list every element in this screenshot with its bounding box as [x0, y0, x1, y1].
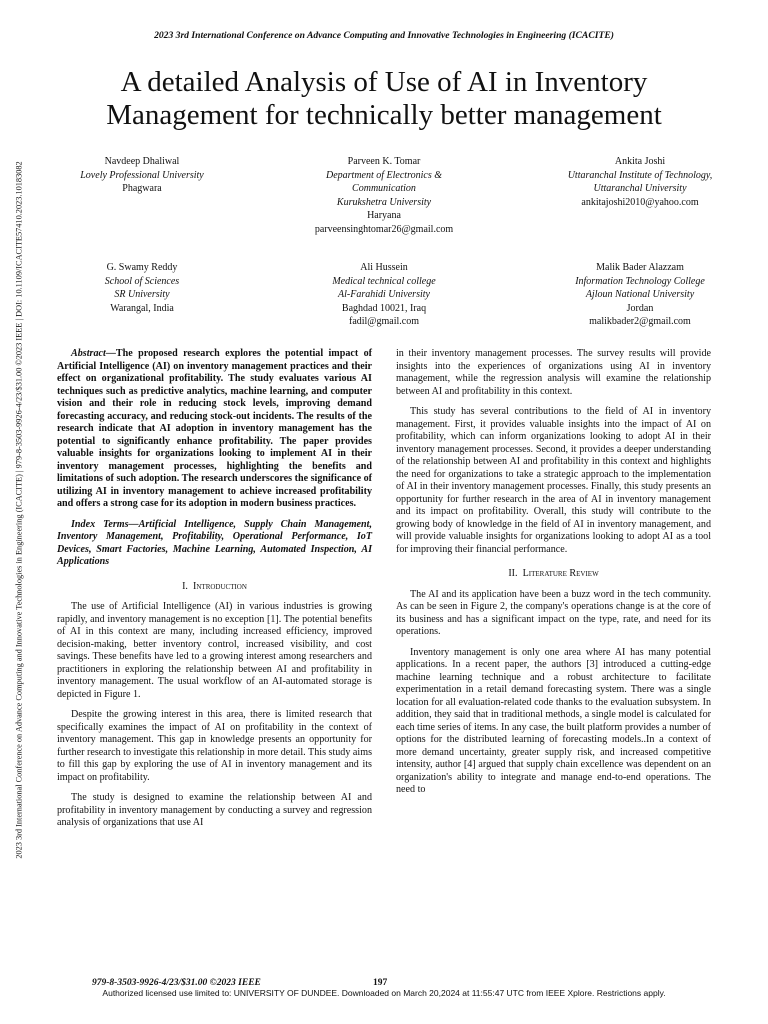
author-affiliation: School of Sciences: [104, 275, 180, 287]
intro-paragraph-continued: in their inventory management processes. The survey results will provide insights into the experiences of organizations using AI in inventory management, while the regression analysis will examine the relationship between AI and profitability in this context.: [396, 348, 711, 397]
intro-paragraph: The use of Artificial Intelligence (AI) in various industries is growing rapidly, and inventory management is no exception [1]. The potential benefits of AI in this context are many, including increased efficiency, improved decision-making, better inventory control, increased visibility, and cost savings. These benefits have led to a growing interest among researchers and practitioners in exploring the relationship between AI and profitability in inventory management. The usual workflow of an AI-automated storage is depicted in Figure 1.: [57, 601, 372, 700]
author-affiliation: Uttaranchal University: [593, 183, 687, 195]
section-heading-introduction: [57, 581, 372, 594]
author-affiliation: Lovely Professional University: [80, 169, 204, 181]
author-location: Jordan: [626, 302, 654, 314]
author-affiliation: Kurukshetra University: [336, 196, 432, 208]
authors-row-1: [0, 155, 768, 237]
author-name: Navdeep Dhaliwal: [104, 156, 180, 167]
abstract-label: Abstract: [71, 348, 106, 359]
literature-paragraph: Inventory management is only one area where AI has many potential applications. In a recent paper, the authors [3] introduced a cutting-edge machine learning technique and a robust architecture to facilitate experimentation in a retail demand forecasting system. There was a single location for all evaluation-related code thanks to the evaluation subsystem. In addition, they said that in traditional methods, a single model is calculated for each time series of items. In any case, the built platform provides a number of options for the distributed learning of forecasting models..In a context of more demand uncertainty, greater supply risk, and increased competitive intensity, author [4] argued that supply chain excellence was dependent on an organization's ability to integrate and manage end-to-end operations. The need to: [396, 646, 711, 795]
author-affiliation: Department of Electronics &: [326, 169, 442, 181]
author-block: [512, 261, 768, 329]
author-block: [256, 261, 512, 329]
author-affiliation: Uttaranchal Institute of Technology,: [567, 169, 713, 181]
author-affiliation: Communication: [352, 183, 416, 195]
paper-title: A detailed Analysis of Use of AI in Inventory Management for technically better management: [106, 66, 662, 131]
author-affiliation: Medical technical college: [332, 275, 436, 287]
author-email: parveensinghtomar26@gmail.com: [314, 223, 454, 235]
author-location: Phagwara: [122, 183, 162, 195]
section-title: Literature Review: [522, 568, 599, 579]
author-affiliation: Information Technology College: [575, 275, 705, 287]
author-email: malikbader2@gmail.com: [589, 316, 691, 328]
author-name: G. Swamy Reddy: [106, 262, 178, 273]
author-email: fadil@gmail.com: [348, 316, 420, 328]
literature-paragraph: The AI and its application have been a buzz word in the tech community. As can be seen in Figure 2, the company's operations change is at the core of its business and has a significant impact on the type, rate, and need for its operations.: [396, 588, 711, 637]
section-title: Introduction: [193, 580, 247, 592]
abstract: [57, 348, 372, 511]
index-terms-text: —Artificial Intelligence, Supply Chain Management, Inventory Management, Profitability, Operational Performance, IoT Devices, Smart Factories, Machine Learning, Automated Inspection, AI Applications: [57, 518, 372, 567]
authors-row-2: [0, 261, 768, 329]
author-affiliation: Al-Farahidi University: [338, 289, 430, 301]
index-terms-label: Index Terms: [71, 518, 129, 530]
section-heading-literature-review: [396, 568, 711, 581]
author-block: [256, 155, 512, 237]
intro-paragraph: The study is designed to examine the relationship between AI and profitability in inventory management by conducting a survey and regression analysis of organizations that use AI: [57, 792, 372, 828]
index-terms: [57, 519, 372, 569]
author-location: Baghdad 10021, Iraq: [341, 302, 427, 314]
author-block: [0, 155, 256, 237]
left-column: [57, 348, 372, 838]
page-number: 197: [373, 978, 388, 988]
author-name: Malik Bader Alazzam: [596, 262, 684, 273]
right-column: [396, 348, 711, 805]
abstract-text: —The proposed research explores the potential impact of Artificial Intelligence (AI) on inventory management practices and their effect on organizational profitability. The study evaluates various AI techniques such as predictive analytics, machine learning, and computer vision and their role in reducing stock levels, improving demand forecasting accuracy, and reducing stock-out incidents. The results of the research indicate that AI adoption in inventory management has the potential to significantly enhance profitability. The paper provides valuable insights for organizations looking to implement AI in their inventory management processes, highlighting the benefits and limitations of such adoption. The research underscores the significance of utilizing AI in inventory management to achieve increased profitability and offers a strong case for its adoption in modern business practices.: [57, 348, 372, 509]
footer-isbn: 979-8-3503-9926-4/23/$31.00 ©2023 IEEE: [92, 978, 261, 988]
author-location: Haryana: [367, 210, 401, 222]
intro-paragraph: Despite the growing interest in this area, there is limited research that specifically examines the impact of AI on profitability in the context of inventory management. This gap in knowledge presents an opportunity for further research to investigate this relationship in more detail. This study aims to fill this gap by exploring the use of AI in inventory management and its impact on profitability.: [57, 709, 372, 783]
author-affiliation: Ajloun National University: [585, 289, 695, 301]
author-name: Parveen K. Tomar: [347, 156, 421, 167]
author-block: [0, 261, 256, 329]
intro-paragraph: This study has several contributions to the field of AI in inventory management. First, it provides valuable insights into the impact of AI on profitability, which can inform organizations looking to adopt AI in their inventory management processes. Second, it provides a deeper understanding of the relationship between AI and profitability in this context and highlights the need for organizations to take a strategic approach to the implementation of AI in their inventory management processes. Finally, this study presents an opportunity for further research in the area of AI in inventory management and its impact on profitability. Overall, this study will contribute to the growing body of knowledge in the field of AI in inventory management, and will provide valuable insights for organizations looking to adopt AI as a tool for improving their financial performance.: [396, 406, 711, 555]
section-number: II.: [508, 568, 518, 579]
author-email: ankitajoshi2010@yahoo.com: [581, 196, 699, 208]
author-name: Ankita Joshi: [614, 156, 666, 167]
author-affiliation: SR University: [114, 289, 170, 301]
conference-header: 2023 3rd International Conference on Advance Computing and Innovative Technologies in Engineering (ICACITE): [154, 30, 614, 41]
author-name: Ali Hussein: [360, 262, 408, 273]
section-number: I.: [182, 580, 188, 592]
license-notice: Authorized licensed use limited to: UNIVERSITY OF DUNDEE. Downloaded on March 20,2024 at 11:55:47 UTC from IEEE Xplore. Restrictions apply.: [102, 988, 666, 998]
author-location: Warangal, India: [110, 302, 174, 314]
author-block: [512, 155, 768, 237]
side-doi-text: 2023 3rd International Conference on Advance Computing and Innovative Technologies in Engineering (ICACITE) | 979-8-3503-9926-4/23/$31.00 ©2023 IEEE | DOI: 10.1109/ICACITE57410.2023.10183082: [14, 161, 24, 859]
